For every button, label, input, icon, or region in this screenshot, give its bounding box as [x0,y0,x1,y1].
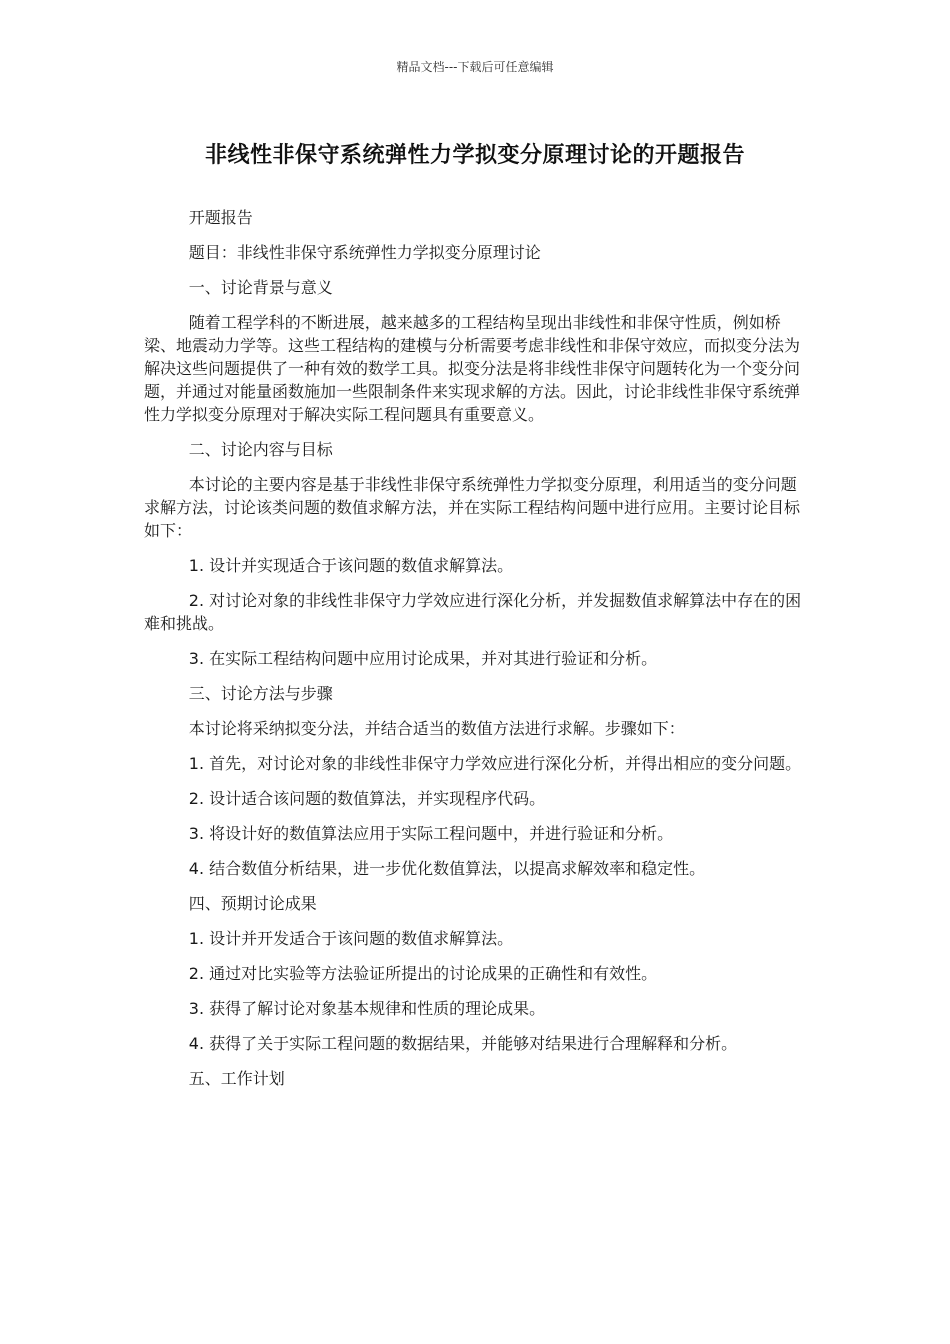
section-heading-method: 三、讨论方法与步骤 [188,684,333,703]
paragraph-background: 随着工程学科的不断进展，越来越多的工程结构呈现出非线性和非保守性质，例如桥梁、地震动力学等。这些工程结构的建模与分析需要考虑非线性和非保守效应，而拟变分法为解决这些问题提供了一种有效的数学工具。拟变分法是将非线性非保守问题转化为一个变分问题，并通过对能量函数施加一些限制条件来实现求解的方法。因此，讨论非线性非保守系统弹性力学拟变分原理对于解决实际工程问题具有重要意义。 [144,313,801,424]
paragraph-method: 本讨论将采纳拟变分法，并结合适当的数值方法进行求解。步骤如下： [188,719,685,738]
list-item: 1. 设计并开发适合于该问题的数值求解算法。 [188,929,514,948]
list-item: 4. 获得了关于实际工程问题的数据结果，并能够对结果进行合理解释和分析。 [188,1034,738,1053]
list-item: 3. 获得了解讨论对象基本规律和性质的理论成果。 [188,999,546,1018]
document-body [144,206,808,1102]
paragraph-topic: 题目：非线性非保守系统弹性力学拟变分原理讨论 [188,243,541,262]
list-item: 2. 设计适合该问题的数值算法，并实现程序代码。 [188,789,546,808]
list-item: 3. 将设计好的数值算法应用于实际工程问题中，并进行验证和分析。 [188,824,674,843]
list-item: 3. 在实际工程结构问题中应用讨论成果，并对其进行验证和分析。 [188,649,658,668]
header-note: 精品文档---下载后可任意编辑 [396,60,554,74]
list-item: 1. 首先，对讨论对象的非线性非保守力学效应进行深化分析，并得出相应的变分问题。 [188,754,802,773]
paragraph-content: 本讨论的主要内容是基于非线性非保守系统弹性力学拟变分原理，利用适当的变分问题求解方法，讨论该类问题的数值求解方法，并在实际工程结构问题中进行应用。主要讨论目标如下： [144,475,801,540]
list-item: 2. 对讨论对象的非线性非保守力学效应进行深化分析，并发掘数值求解算法中存在的困难和挑战。 [144,591,802,633]
section-heading-plan: 五、工作计划 [188,1069,285,1088]
list-item: 1. 设计并实现适合于该问题的数值求解算法。 [188,556,514,575]
document-title: 非线性非保守系统弹性力学拟变分原理讨论的开题报告 [204,143,745,168]
list-item: 2. 通过对比实验等方法验证所提出的讨论成果的正确性和有效性。 [188,964,658,983]
section-heading-results: 四、预期讨论成果 [188,894,317,913]
paragraph-report-label: 开题报告 [188,208,253,227]
section-heading-content: 二、讨论内容与目标 [188,440,333,459]
section-heading-background: 一、讨论背景与意义 [188,278,333,297]
list-item: 4. 结合数值分析结果，进一步优化数值算法，以提高求解效率和稳定性。 [188,859,706,878]
